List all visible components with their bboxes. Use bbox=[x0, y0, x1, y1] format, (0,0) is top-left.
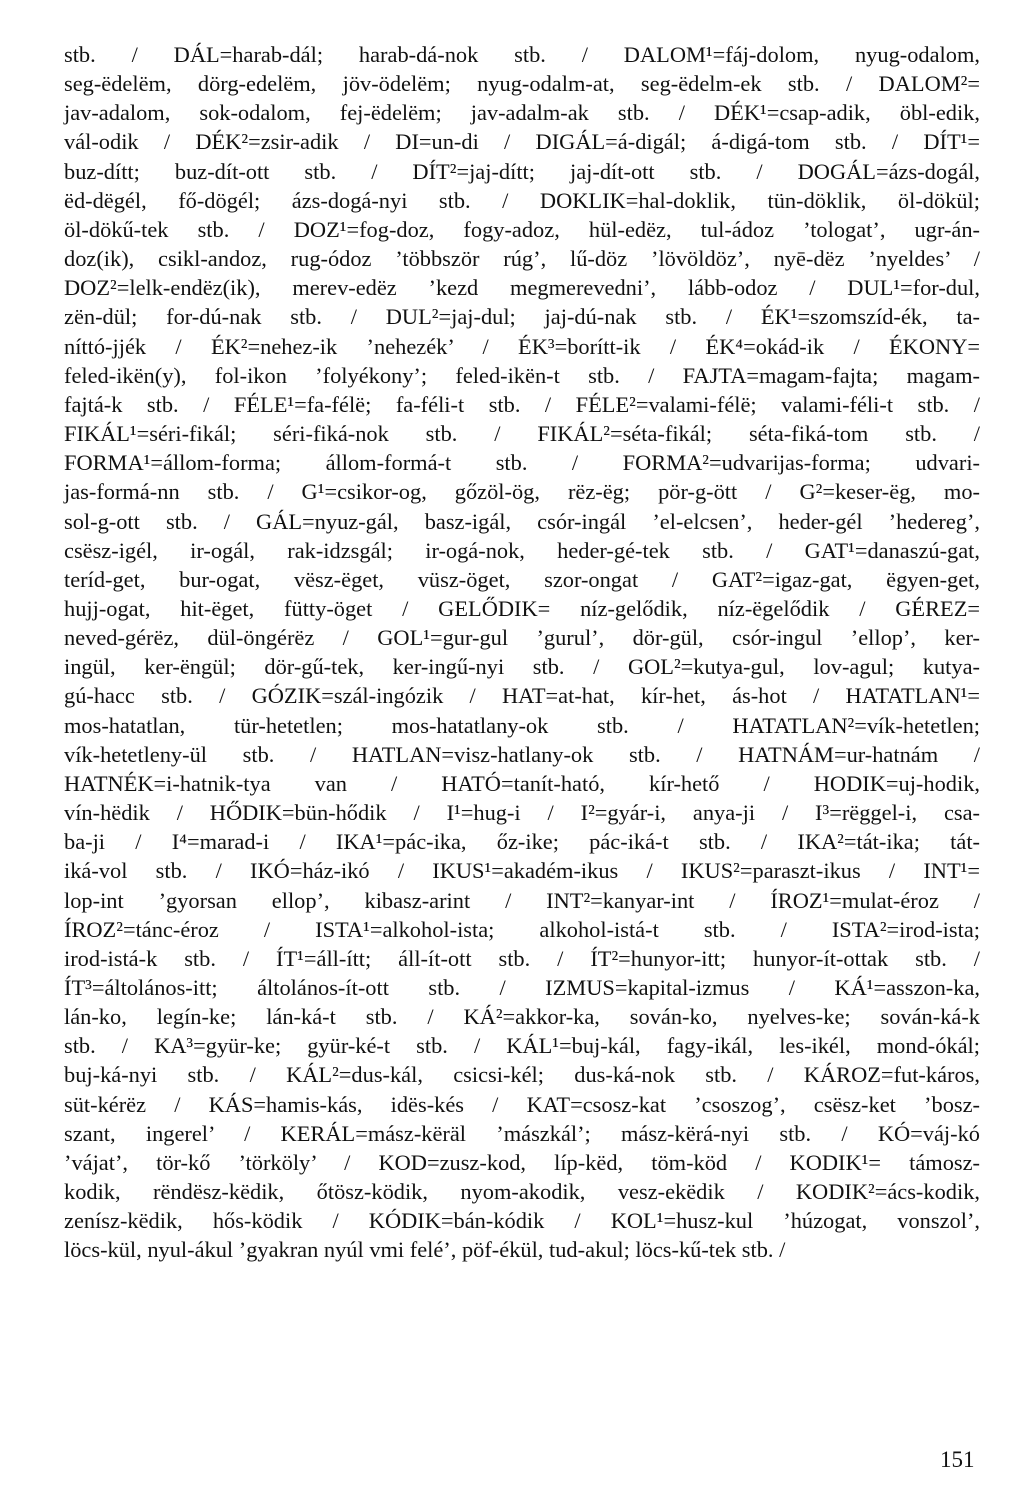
text-line: iká-vol stb. / IKÓ=ház-ikó / IKUS¹=akadém-ikus / IKUS²=paraszt-ikus / INT¹= bbox=[64, 858, 980, 884]
text-line: mos-hatatlan, tür-hetetlen; mos-hatatlany-ok stb. / HATATLAN²=vík-hetetlen; bbox=[64, 712, 980, 738]
text-line: stb. / KA³=gyür-ke; gyür-ké-t stb. / KÁL¹=buj-kál, fagy-ikál, les-ikél, mond-ókál; bbox=[64, 1033, 980, 1059]
text-line: FIKÁL¹=séri-fikál; séri-fiká-nok stb. / FIKÁL²=séta-fikál; séta-fiká-tom stb. / bbox=[64, 421, 980, 447]
text-line: feled-ikën(y), fol-ikon ’folyékony’; feled-ikën-t stb. / FAJTA=magam-fajta; magam- bbox=[64, 362, 980, 388]
text-line: jas-formá-nn stb. / G¹=csikor-og, gőzöl-ög, rëz-ëg; pör-g-ött / G²=keser-ëg, mo- bbox=[64, 479, 980, 505]
text-line: buz-dítt; buz-dít-ott stb. / DÍT²=jaj-dítt; jaj-dít-ott stb. / DOGÁL=ázs-dogál, bbox=[64, 158, 980, 184]
text-line: süt-kérëz / KÁS=hamis-kás, idës-kés / KAT=csosz-kat ’csoszog’, csësz-ket ’bosz- bbox=[64, 1091, 980, 1117]
text-line: seg-ëdelëm, dörg-edelëm, jöv-ödelëm; nyug-odalm-at, seg-ëdelm-ek stb. / DALOM²= bbox=[64, 71, 980, 97]
text-line: ÍROZ²=tánc-éroz / ISTA¹=alkohol-ista; alkohol-istá-t stb. / ISTA²=irod-ista; bbox=[64, 916, 980, 942]
text-line: ’vájat’, tör-kő ’törköly’ / KOD=zusz-kod, líp-këd, töm-köd / KODIK¹= támosz- bbox=[64, 1149, 980, 1175]
text-line: vín-hëdik / HŐDIK=bün-hődik / I¹=hug-i / I²=gyár-i, anya-ji / I³=rëggel-i, csa- bbox=[64, 800, 980, 826]
text-line: ingül, ker-ëngül; dör-gű-tek, ker-ingű-nyi stb. / GOL²=kutya-gul, lov-agul; kutya- bbox=[64, 654, 980, 680]
text-line: stb. / DÁL=harab-dál; harab-dá-nok stb. / DALOM¹=fáj-dolom, nyug-odalom, bbox=[64, 42, 980, 67]
text-line: irod-istá-k stb. / ÍT¹=áll-ítt; áll-ít-ott stb. / ÍT²=hunyor-itt; hunyor-ít-ottak stb. / bbox=[64, 945, 980, 971]
dictionary-text-block bbox=[64, 40, 980, 1265]
text-line: teríd-get, bur-ogat, vësz-ëget, vüsz-öget, szor-ongat / GAT²=igaz-gat, ëgyen-get, bbox=[64, 566, 980, 592]
text-line: jav-adalom, sok-odalom, fej-ëdelëm; jav-adalm-ak stb. / DÉK¹=csap-adik, öbl-edik, bbox=[64, 100, 980, 126]
text-line: lop-int ’gyorsan ellop’, kibasz-arint / INT²=kanyar-int / ÍROZ¹=mulat-éroz / bbox=[64, 887, 980, 913]
text-line: ëd-dëgél, fő-dögél; ázs-dogá-nyi stb. / DOKLIK=hal-doklik, tün-döklik, öl-dökül; bbox=[64, 187, 980, 213]
text-line: zenísz-këdik, hős-ködik / KÓDIK=bán-kódik / KOL¹=husz-kul ’húzogat, vonszol’, bbox=[64, 1208, 980, 1234]
text-line: sol-g-ott stb. / GÁL=nyuz-gál, basz-igál, csór-ingál ’el-elcsen’, heder-gél ’hedereg’, bbox=[64, 508, 980, 534]
text-line: FORMA¹=állom-forma; állom-formá-t stb. / FORMA²=udvarijas-forma; udvari- bbox=[64, 450, 980, 476]
text-line: vál-odik / DÉK²=zsir-adik / DI=un-di / DIGÁL=á-digál; á-digá-tom stb. / DÍT¹= bbox=[64, 129, 980, 155]
text-line: buj-ká-nyi stb. / KÁL²=dus-kál, csicsi-kél; dus-ká-nok stb. / KÁROZ=fut-káros, bbox=[64, 1062, 980, 1088]
text-line: fajtá-k stb. / FÉLE¹=fa-félë; fa-féli-t stb. / FÉLE²=valami-félë; valami-féli-t stb. / bbox=[64, 391, 980, 417]
text-line: doz(ik), csikl-andoz, rug-ódoz ’többször rúg’, lű-döz ’lövöldöz’, nyē-dëz ’nyeldes’ / bbox=[64, 246, 980, 272]
text-line: lán-ko, legín-ke; lán-ká-t stb. / KÁ²=akkor-ka, sován-ko, nyelves-ke; sován-ká-k bbox=[64, 1004, 980, 1030]
text-line: öl-dökű-tek stb. / DOZ¹=fog-doz, fogy-adoz, hül-edëz, tul-ádoz ’tologat’, ugr-án- bbox=[64, 216, 980, 242]
text-line: HATNÉK=i-hatnik-tya van / HATÓ=tanít-ható, kír-hető / HODIK=uj-hodik, bbox=[64, 770, 980, 796]
text-line: ba-ji / I⁴=marad-i / IKA¹=pác-ika, őz-ike; pác-iká-t stb. / IKA²=tát-ika; tát- bbox=[64, 829, 980, 855]
text-line: DOZ²=lelk-endëz(ik), merev-edëz ’kezd megmerevedni’, lább-odoz / DUL¹=for-dul, bbox=[64, 275, 980, 301]
text-line: hujj-ogat, hit-ëget, fütty-öget / GELŐDIK= níz-gelődik, níz-ëgelődik / GÉREZ= bbox=[64, 595, 980, 621]
text-line: vík-hetetleny-ül stb. / HATLAN=visz-hatlany-ok stb. / HATNÁM=ur-hatnám / bbox=[64, 741, 980, 767]
text-line: gú-hacc stb. / GÓZIK=szál-ingózik / HAT=at-hat, kír-het, ás-hot / HATATLAN¹= bbox=[64, 683, 980, 709]
text-line: csësz-igél, ir-ogál, rak-idzsgál; ir-ogá-nok, heder-gé-tek stb. / GAT¹=danaszú-gat, bbox=[64, 537, 980, 563]
text-line: zën-dül; for-dú-nak stb. / DUL²=jaj-dul; jaj-dú-nak stb. / ÉK¹=szomszíd-ék, ta- bbox=[64, 304, 980, 330]
text-line: kodik, rëndësz-këdik, őtösz-ködik, nyom-akodik, vesz-ekëdik / KODIK²=ács-kodik, bbox=[64, 1179, 980, 1205]
text-line: löcs-kül, nyul-ákul ’gyakran nyúl vmi felé’, pöf-ékül, tud-akul; löcs-kű-tek stb. / bbox=[64, 1237, 786, 1263]
text-line: níttó-jjék / ÉK²=nehez-ik ’nehezék’ / ÉK³=borítt-ik / ÉK⁴=okád-ik / ÉKONY= bbox=[64, 333, 980, 359]
text-line: neved-gérëz, dül-öngérëz / GOL¹=gur-gul ’gurul’, dör-gül, csór-ingul ’ellop’, ker- bbox=[64, 625, 980, 651]
page-number: 151 bbox=[940, 1447, 975, 1472]
text-line: szant, ingerel’ / KERÁL=mász-këräl ’mászkál’; mász-kërá-nyi stb. / KÓ=váj-kó bbox=[64, 1120, 980, 1146]
text-line: ÍT³=áltolános-itt; áltolános-ít-ott stb. / IZMUS=kapital-izmus / KÁ¹=asszon-ka, bbox=[64, 975, 980, 1000]
